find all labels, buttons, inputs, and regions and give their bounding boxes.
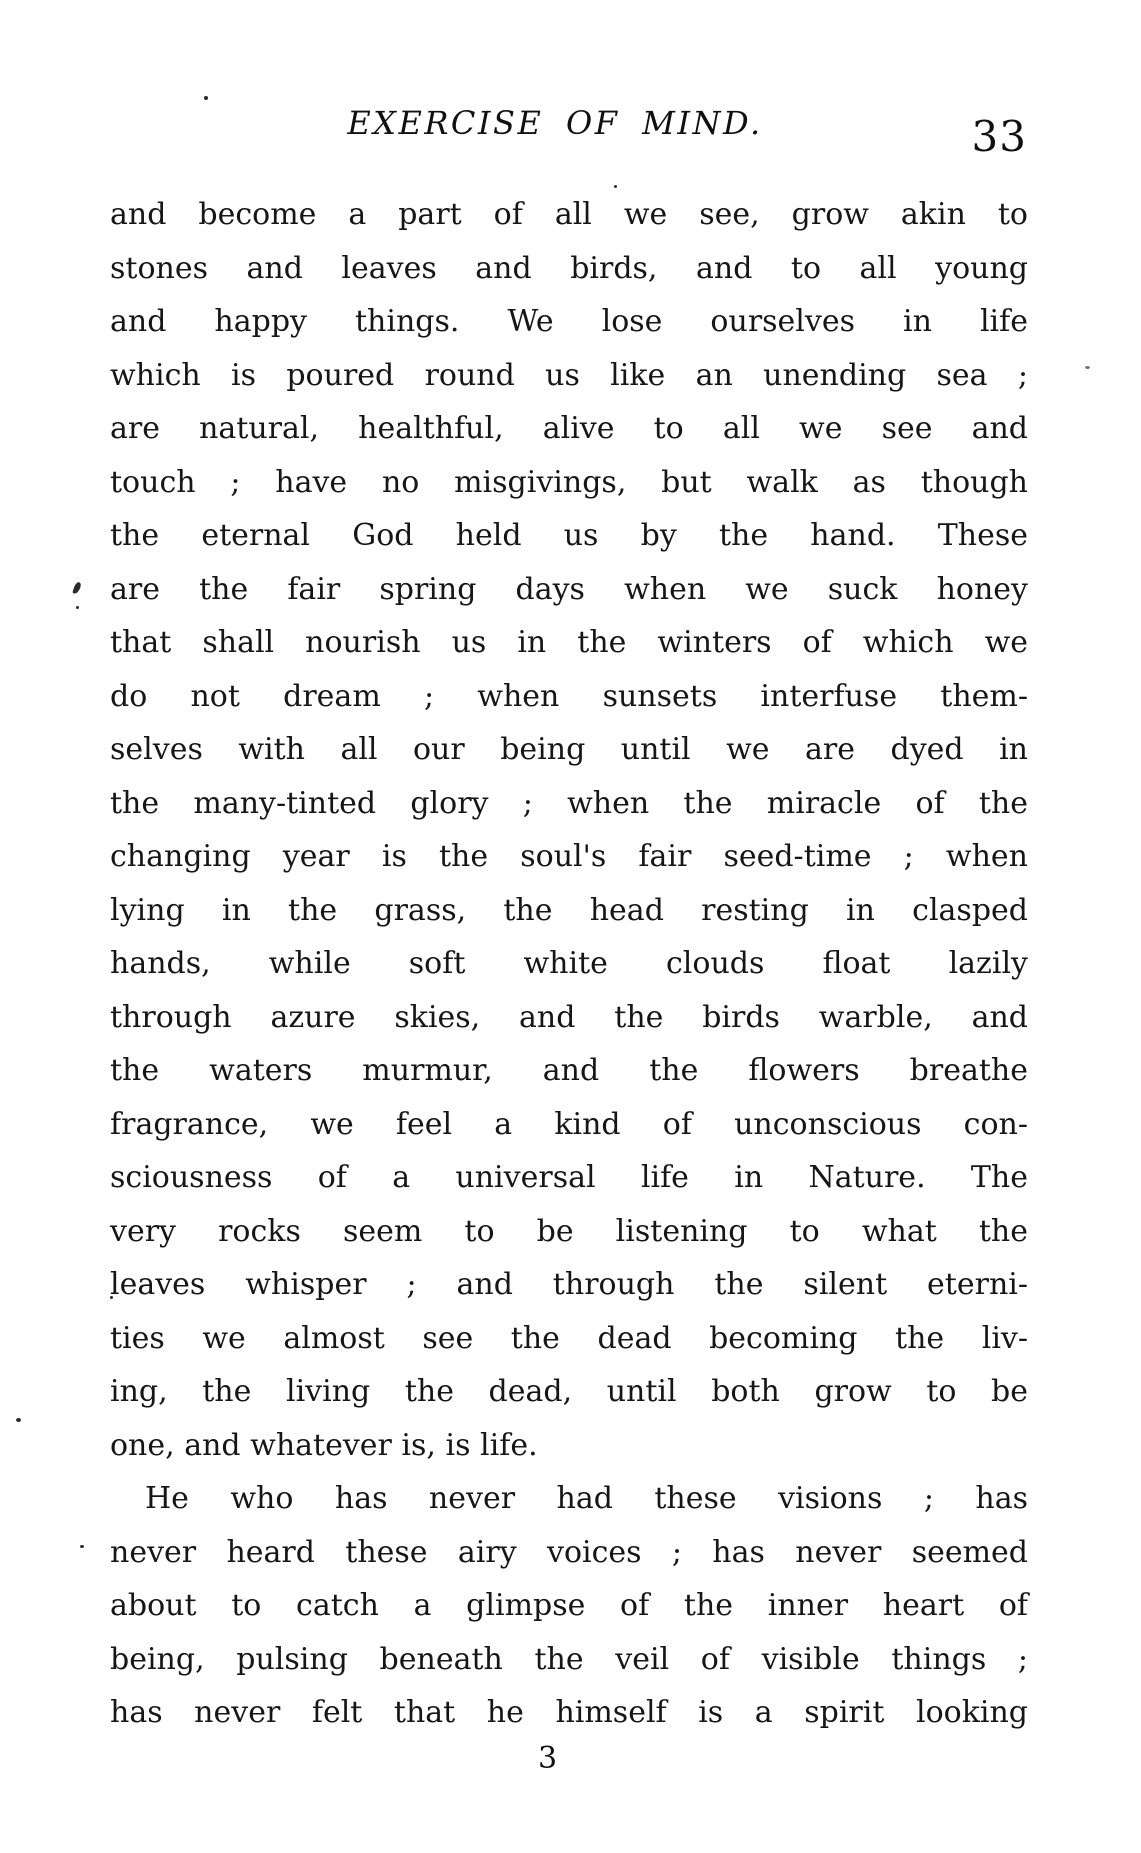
paragraph-new xyxy=(110,1472,1028,1740)
scan-speck xyxy=(16,1418,21,1422)
text-line: and happy things. We lose ourselves in life xyxy=(110,304,1028,339)
text-line: the many-tinted glory ; when the miracle of the xyxy=(110,785,1028,821)
signature-mark: 3 xyxy=(537,1741,558,1776)
paragraph-continuation xyxy=(110,188,1028,1472)
text-line: sciousness of a universal life in Nature. The xyxy=(110,1160,1028,1195)
scan-speck xyxy=(204,96,208,100)
text-line: never heard these airy voices ; has never seemed xyxy=(110,1534,1028,1570)
text-line: has never felt that he himself is a spirit looking xyxy=(110,1695,1028,1730)
text-line: changing year is the soul's fair seed-time ; when xyxy=(110,839,1028,874)
text-line: selves with all our being until we are dyed in xyxy=(110,732,1028,767)
text-line: one, and whatever is, is life. xyxy=(110,1427,538,1463)
scan-speck xyxy=(72,581,81,594)
text-line: being, pulsing beneath the veil of visible things ; xyxy=(110,1641,1028,1677)
text-line: are the fair spring days when we suck honey xyxy=(110,571,1028,607)
text-line: which is poured round us like an unending sea ; xyxy=(110,357,1028,393)
text-line: very rocks seem to be listening to what the xyxy=(110,1213,1028,1249)
text-line: hands, while soft white clouds float lazily xyxy=(110,946,1028,981)
text-line: do not dream ; when sunsets interfuse them- xyxy=(110,678,1028,714)
text-line: lying in the grass, the head resting in clasped xyxy=(110,892,1028,928)
text-line: ties we almost see the dead becoming the liv- xyxy=(110,1320,1028,1356)
text-line: through azure skies, and the birds warble, and xyxy=(110,999,1028,1035)
text-line: stones and leaves and birds, and to all young xyxy=(110,250,1028,286)
text-line: the waters murmur, and the flowers breathe xyxy=(110,1053,1028,1088)
running-title: EXERCISE OF MIND. xyxy=(347,104,763,142)
text-line: fragrance, we feel a kind of unconscious con- xyxy=(110,1106,1028,1142)
scan-speck xyxy=(1085,366,1090,369)
scan-speck xyxy=(76,606,79,609)
text-line: leaves whisper ; and through the silent eterni- xyxy=(110,1267,1028,1302)
text-line: about to catch a glimpse of the inner heart of xyxy=(110,1588,1028,1623)
text-line: and become a part of all we see, grow akin to xyxy=(110,197,1028,232)
text-line: He who has never had these visions ; has xyxy=(145,1481,1028,1516)
page-number: 33 xyxy=(971,112,1027,161)
text-line: are natural, healthful, alive to all we see and xyxy=(110,411,1028,446)
text-line: touch ; have no misgivings, but walk as though xyxy=(110,464,1028,500)
text-line: the eternal God held us by the hand. These xyxy=(110,518,1028,553)
scan-speck xyxy=(80,1545,84,1548)
page-body xyxy=(110,188,1028,1740)
text-line: ing, the living the dead, until both grow to be xyxy=(110,1374,1028,1409)
text-line: that shall nourish us in the winters of which we xyxy=(110,625,1028,660)
